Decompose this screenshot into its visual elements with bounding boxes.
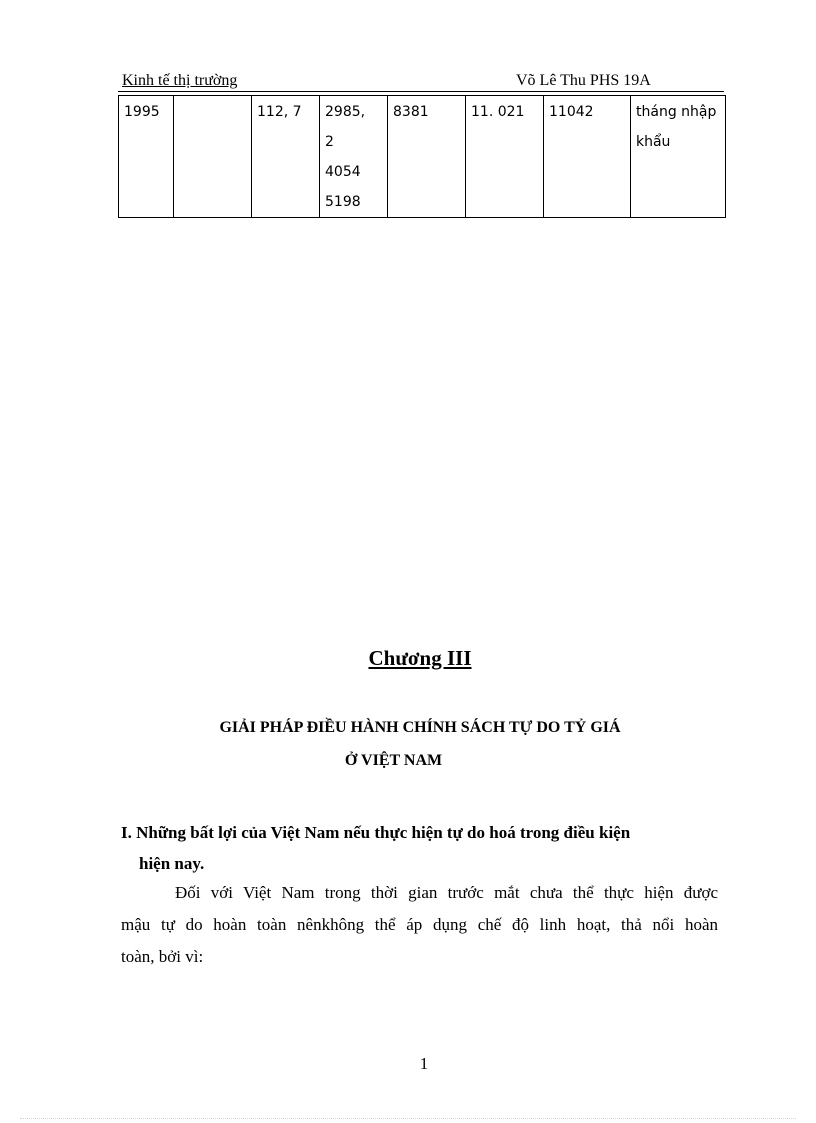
table-cell — [544, 96, 631, 218]
section-heading-line1: I. Những bất lợi của Việt Nam nếu thực hiện tự do hoá trong điều kiện — [121, 823, 631, 842]
cell-text: 112, 7 — [257, 104, 302, 120]
cell-text: 11042 — [549, 104, 594, 120]
paragraph-line2: mậu tự do hoàn toàn nênkhông thể áp dụng chế độ linh hoạt, thả nổi hoàn — [121, 915, 718, 934]
table-cell — [174, 96, 252, 218]
header-subject: Kinh tế thị trường — [122, 72, 238, 89]
table-cell — [388, 96, 466, 218]
running-header — [118, 70, 724, 92]
table-cell — [119, 96, 174, 218]
header-author: Võ Lê Thu PHS 19A — [516, 72, 651, 89]
cell-text: 2 — [325, 134, 334, 150]
table-cell — [252, 96, 320, 218]
cell-text: tháng nhập — [636, 104, 717, 120]
section-heading — [121, 817, 721, 879]
section-heading-line2: hiện nay. — [139, 854, 205, 873]
page-number: 1 — [419, 1054, 429, 1073]
table-cell — [631, 96, 726, 218]
paragraph-line1: Đối với Việt Nam trong thời gian trước mắt chưa thể thực hiện được — [175, 883, 718, 902]
body-paragraph — [121, 877, 718, 973]
paragraph-line3: toàn, bởi vì: — [121, 947, 204, 966]
cell-text: 4054 — [325, 164, 361, 180]
cell-text: 1995 — [124, 104, 160, 120]
table-cell — [466, 96, 544, 218]
cell-text: 8381 — [393, 104, 429, 120]
chapter-subtitle-line2: Ở VIỆT NAM — [344, 752, 443, 769]
table-cell — [320, 96, 388, 218]
page-bottom-divider — [20, 1118, 796, 1119]
table-row — [119, 96, 726, 218]
chapter-title: Chương III — [368, 646, 472, 670]
chapter-subtitle-line1: GIẢI PHÁP ĐIỀU HÀNH CHÍNH SÁCH TỰ DO TỶ GIÁ — [219, 719, 621, 736]
cell-text: 2985, — [325, 104, 366, 120]
data-table — [118, 95, 726, 218]
cell-text: khẩu — [636, 134, 671, 150]
cell-text: 11. 021 — [471, 104, 525, 120]
cell-text: 5198 — [325, 194, 361, 210]
